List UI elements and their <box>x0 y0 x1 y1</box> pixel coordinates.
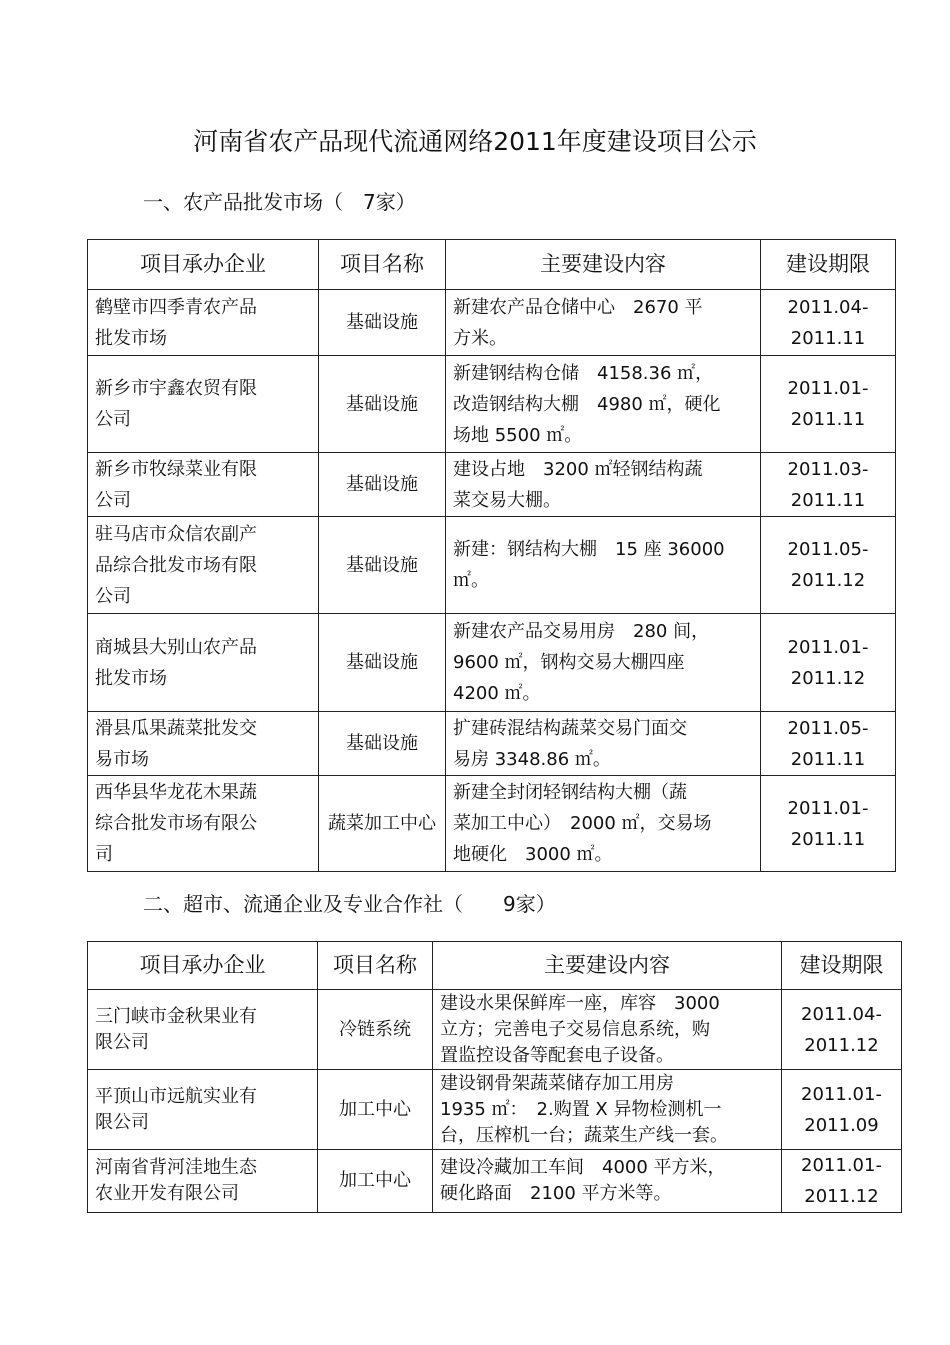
content-cell: 建设钢骨架蔬菜储存加工用房 1935 ㎡： 2.购置 X 异物检测机一 台，压榨机一台；蔬菜生产线一套。 <box>433 1070 782 1150</box>
period-cell: 2011.01- 2011.09 <box>782 1070 902 1150</box>
project-cell: 基础设施 <box>319 517 446 614</box>
period-cell: 2011.03- 2011.11 <box>761 453 896 517</box>
company-cell: 新乡市宇鑫农贸有限 公司 <box>88 356 319 453</box>
content-cell: 新建全封闭轻钢结构大棚（蔬 菜加工中心） 2000 ㎡，交易场 地硬化 3000 ㎡。 <box>446 776 761 872</box>
supermarkets-table <box>87 941 902 1213</box>
header-content: 主要建设内容 <box>433 942 782 990</box>
header-period: 建设期限 <box>782 942 902 990</box>
table-row <box>88 1150 902 1213</box>
company-cell: 河南省背河洼地生态 农业开发有限公司 <box>88 1150 318 1213</box>
period-cell: 2011.04- 2011.12 <box>782 990 902 1070</box>
company-cell: 平顶山市远航实业有 限公司 <box>88 1070 318 1150</box>
company-cell: 西华县华龙花木果蔬 综合批发市场有限公 司 <box>88 776 319 872</box>
project-cell: 加工中心 <box>318 1150 433 1213</box>
period-cell: 2011.01- 2011.11 <box>761 356 896 453</box>
period-cell: 2011.01- 2011.12 <box>782 1150 902 1213</box>
project-cell: 加工中心 <box>318 1070 433 1150</box>
company-cell: 滑县瓜果蔬菜批发交 易市场 <box>88 712 319 776</box>
project-cell: 基础设施 <box>319 614 446 712</box>
header-company: 项目承办企业 <box>88 942 318 990</box>
project-cell: 冷链系统 <box>318 990 433 1070</box>
header-period: 建设期限 <box>761 240 896 290</box>
table-row <box>88 990 902 1070</box>
table-header-row <box>88 942 902 990</box>
content-cell: 扩建砖混结构蔬菜交易门面交 易房 3348.86 ㎡。 <box>446 712 761 776</box>
table-row <box>88 614 896 712</box>
content-cell: 新建：钢结构大棚 15 座 36000 ㎡。 <box>446 517 761 614</box>
table-row <box>88 1070 902 1150</box>
table-header-row <box>88 240 896 290</box>
company-cell: 鹤壁市四季青农产品 批发市场 <box>88 290 319 356</box>
project-cell: 基础设施 <box>319 712 446 776</box>
table-row <box>88 356 896 453</box>
header-project: 项目名称 <box>318 942 433 990</box>
project-cell: 基础设施 <box>319 453 446 517</box>
content-cell: 建设冷藏加工车间 4000 平方米， 硬化路面 2100 平方米等。 <box>433 1150 782 1213</box>
company-cell: 商城县大别山农产品 批发市场 <box>88 614 319 712</box>
wholesale-markets-table <box>87 239 896 872</box>
content-cell: 新建农产品仓储中心 2670 平 方米。 <box>446 290 761 356</box>
content-cell: 建设占地 3200 ㎡轻钢结构蔬 菜交易大棚。 <box>446 453 761 517</box>
table-row <box>88 712 896 776</box>
header-company: 项目承办企业 <box>88 240 319 290</box>
project-cell: 蔬菜加工中心 <box>319 776 446 872</box>
project-cell: 基础设施 <box>319 356 446 453</box>
period-cell: 2011.05- 2011.11 <box>761 712 896 776</box>
period-cell: 2011.01- 2011.12 <box>761 614 896 712</box>
company-cell: 三门峡市金秋果业有 限公司 <box>88 990 318 1070</box>
period-cell: 2011.05- 2011.12 <box>761 517 896 614</box>
section-heading-supermarkets: 二、超市、流通企业及专业合作社（ 9家） <box>143 892 556 916</box>
table-row <box>88 453 896 517</box>
page-title: 河南省农产品现代流通网络2011年度建设项目公示 <box>193 127 757 156</box>
header-project: 项目名称 <box>319 240 446 290</box>
company-cell: 新乡市牧绿菜业有限 公司 <box>88 453 319 517</box>
company-cell: 驻马店市众信农副产 品综合批发市场有限 公司 <box>88 517 319 614</box>
content-cell: 建设水果保鲜库一座，库容 3000 立方；完善电子交易信息系统，购 置监控设备等配套电子设备。 <box>433 990 782 1070</box>
section-heading-wholesale-markets: 一、农产品批发市场（ 7家） <box>143 190 416 214</box>
table-row <box>88 290 896 356</box>
header-content: 主要建设内容 <box>446 240 761 290</box>
content-cell: 新建钢结构仓储 4158.36 ㎡， 改造钢结构大棚 4980 ㎡，硬化 场地 5500 ㎡。 <box>446 356 761 453</box>
table-row <box>88 517 896 614</box>
project-cell: 基础设施 <box>319 290 446 356</box>
period-cell: 2011.01- 2011.11 <box>761 776 896 872</box>
table-row <box>88 776 896 872</box>
content-cell: 新建农产品交易用房 280 间， 9600 ㎡，钢构交易大棚四座 4200 ㎡。 <box>446 614 761 712</box>
period-cell: 2011.04- 2011.11 <box>761 290 896 356</box>
